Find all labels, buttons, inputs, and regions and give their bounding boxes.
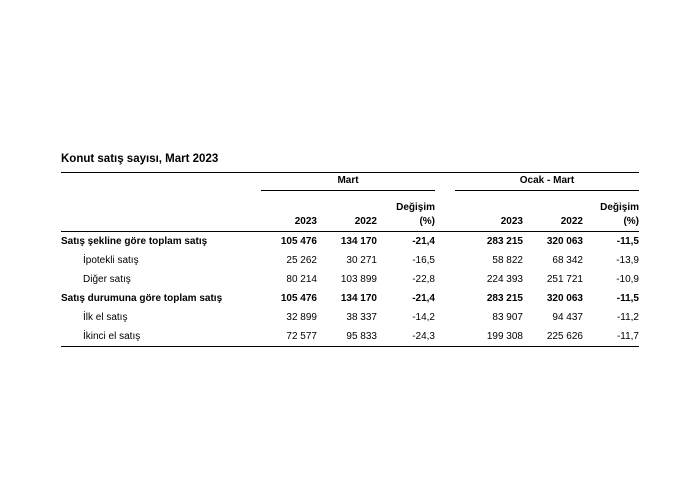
- group-ocak-mart: Ocak - Mart: [455, 175, 639, 191]
- header-ocak-change: Değişim (%): [583, 192, 639, 232]
- table-row: İkinci el satış 72 577 95 833 -24,3 199 308 225 626 -11,7: [61, 327, 639, 347]
- row-label: İlk el satış: [83, 311, 128, 323]
- table-row: İpotekli satış 25 262 30 271 -16,5 58 822 68 342 -13,9: [61, 251, 639, 270]
- group-mart: Mart: [261, 175, 435, 191]
- header-mart-change: Değişim (%): [377, 192, 435, 232]
- row-label: Satış şekline göre toplam satış: [61, 235, 208, 247]
- row-label: İkinci el satış: [61, 327, 257, 347]
- housing-sales-table: [61, 172, 639, 347]
- table-row: Satış şekline göre toplam satış 105 476 134 170 -21,4 283 215 320 063 -11,5: [61, 232, 639, 252]
- row-label: İpotekli satış: [83, 254, 139, 266]
- header-mart-2022: 2022: [317, 192, 377, 232]
- header-mart-2023: 2023: [257, 192, 317, 232]
- row-label: Diğer satış: [83, 273, 131, 285]
- group-header-row: [61, 173, 639, 193]
- table-row: İlk el satış 32 899 38 337 -14,2 83 907 94 437 -11,2: [61, 308, 639, 327]
- column-header-row: [61, 192, 639, 232]
- header-ocak-2023: 2023: [455, 192, 523, 232]
- table-row: Satış durumuna göre toplam satış 105 476 134 170 -21,4 283 215 320 063 -11,5: [61, 289, 639, 308]
- row-label: Satış durumuna göre toplam satış: [61, 292, 223, 304]
- table-row: Diğer satış 80 214 103 899 -22,8 224 393 251 721 -10,9: [61, 270, 639, 289]
- header-ocak-2022: 2022: [523, 192, 583, 232]
- table-title: Konut satış sayısı, Mart 2023: [61, 153, 219, 165]
